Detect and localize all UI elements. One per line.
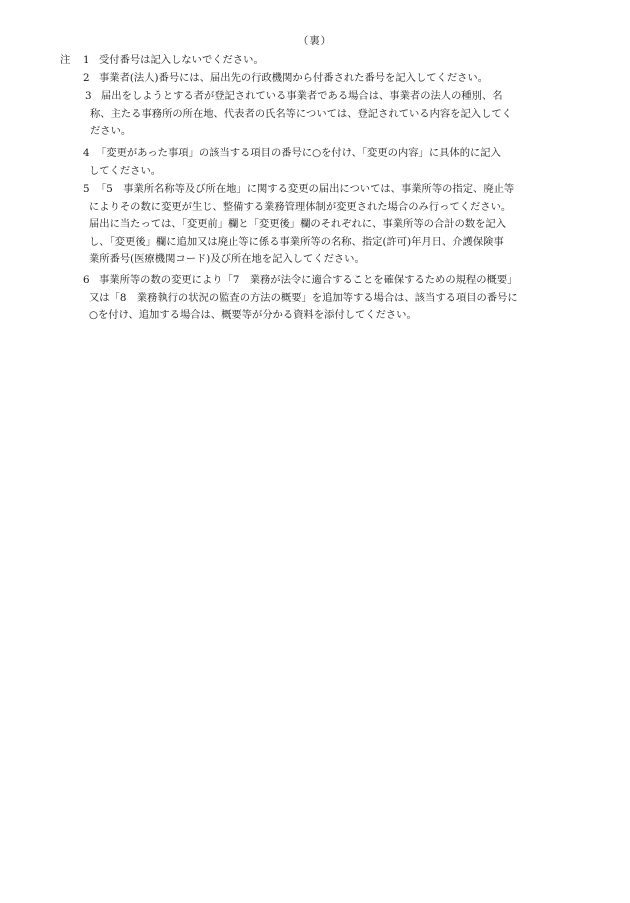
- note-number: 6: [83, 274, 90, 286]
- note-line: 届出をしようとする者が登記されている事業者である場合は、事業者の法人の種別、名: [101, 90, 503, 102]
- note-number: 1: [83, 54, 90, 66]
- note-line: 事業者(法人)番号には、届出先の行政機関から付番された番号を記入してください。: [99, 72, 489, 84]
- note-number: 5: [83, 183, 90, 195]
- note-number: 3: [85, 90, 92, 102]
- note-line: ○を付け、追加する場合は、概要等が分かる資料を添付してください。: [89, 309, 417, 322]
- note-line: 「5 事業所名称等及び所在地」に関する変更の届出については、事業所等の指定、廃止等: [96, 183, 515, 195]
- note-line: してください。: [89, 164, 162, 177]
- note-line: 受付番号は記入しないでください。: [99, 54, 264, 66]
- note-line: 称、主たる事務所の所在地、代表者の氏名等については、登記されている内容を記入してく: [90, 107, 512, 120]
- note-line: によりその数に変更が生じ、整備する業務管理体制が変更された場合のみ行ってください。: [89, 200, 512, 213]
- notes-label: 注: [60, 54, 71, 66]
- note-line: 届出に当たっては、「変更前」欄と「変更後」欄のそれぞれに、事業所等の合計の数を記入: [89, 218, 507, 231]
- note-line: 又は「8 業務執行の状況の監査の方法の概要」を追加等する場合は、該当する項目の番号に: [89, 291, 518, 304]
- note-line: 事業所等の数の変更により「7 業務が法令に適合することを確保するための規程の概要」: [99, 274, 518, 286]
- note-line: 「変更があった事項」の該当する項目の番号に○を付け、「変更の内容」に具体的に記入: [96, 147, 501, 159]
- note-line: し、「変更後」欄に追加又は廃止等に係る事業所等の名称、指定(許可)年月日、介護保険事: [89, 235, 504, 248]
- note-number: 2: [83, 72, 90, 84]
- note-number: 4: [83, 147, 90, 159]
- note-line: ださい。: [90, 125, 132, 138]
- note-line: 業所番号(医療機関コード)及び所在地を記入してください。: [89, 253, 365, 266]
- page-header: （裏）: [298, 35, 332, 47]
